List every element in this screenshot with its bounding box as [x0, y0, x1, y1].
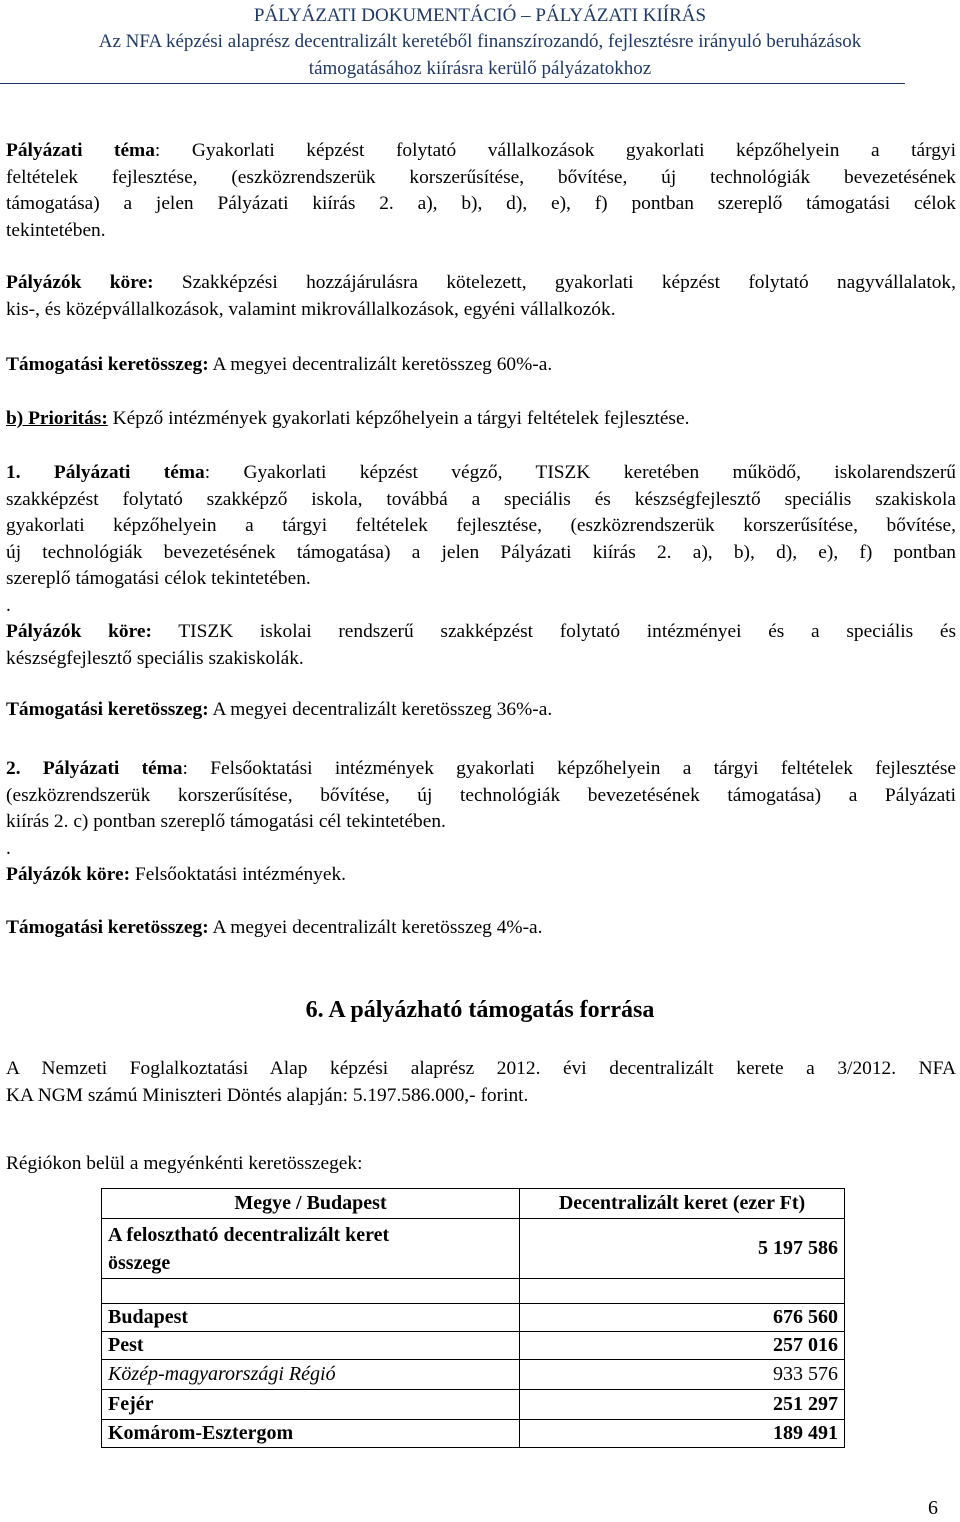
row-name: Komárom-Esztergom: [102, 1420, 520, 1448]
table-header-row: [102, 1189, 845, 1219]
table-spacer-row: [102, 1279, 845, 1304]
topic-2-paragraph: 2. Pályázati téma: Felsőoktatási intézmények gyakorlati képzőhelyein a tárgyi feltételek fejlesztése (eszközrendszerük korszerűsítése, bővítése, új technológiák bevezetésének támogatása) a Pályázati kiírás 2. c) pontban szereplő támogatási cél tekintetében. .: [6, 758, 956, 859]
budget-2-paragraph: Támogatási keretösszeg: A megyei decentralizált keretösszeg 4%-a.: [6, 917, 543, 938]
topic-1-label: 1. Pályázati téma: [6, 462, 205, 483]
applicants-1-paragraph: Pályázók köre: TISZK iskolai rendszerű szakképzést folytató intézményei és a speciális és készségfejlesztő speciális szakiskolák.: [6, 621, 956, 669]
regions-intro: Régiókon belül a megyénkénti keretösszegek:: [6, 1153, 363, 1174]
topic-a-paragraph: Pályázati téma: Gyakorlati képzést folytató vállalkozások gyakorlati képzőhelyein a tárgyi feltételek fejlesztése, (eszközrendszerük korszerűsítése, bővítése, új technológiák bevezetésének támogatása) a jelen Pályázati kiírás 2. a), b), d), e), f) pontban szereplő támogatási célok tekintetében.: [6, 140, 956, 241]
header-title: PÁLYÁZATI DOKUMENTÁCIÓ – PÁLYÁZATI KIÍRÁS: [253, 5, 707, 26]
priority-b-paragraph: b) Prioritás: Képző intézmények gyakorlati képzőhelyein a tárgyi feltételek fejlesztése.: [6, 408, 690, 429]
col-header-county: Megye / Budapest: [102, 1189, 520, 1219]
row-value: 251 297: [520, 1390, 845, 1420]
row-name: Budapest: [102, 1304, 520, 1332]
budget-1-paragraph: Támogatási keretösszeg: A megyei decentralizált keretösszeg 36%-a.: [6, 699, 553, 720]
budget-a-label: Támogatási keretösszeg:: [6, 354, 209, 375]
row-value: 257 016: [520, 1332, 845, 1360]
topic-1-paragraph: 1. Pályázati téma: Gyakorlati képzést végző, TISZK keretében működő, iskolarendszerű szakképzést folytató szakképző iskola, továbbá a speciális és készségfejlesztő speciális szakiskola gyakorlati képzőhelyein a tárgyi feltételek fejlesztése, (eszközrendszerük korszerűsítése, bővítése, új technológiák bevezetésének támogatása) a jelen Pályázati kiírás 2. a), b), d), e), f) pontban szereplő támogatási célok tekintetében. .: [6, 462, 956, 616]
applicants-2-paragraph: Pályázók köre: Felsőoktatási intézmények.: [6, 864, 347, 885]
row-value: 676 560: [520, 1304, 845, 1332]
applicants-a-paragraph: Pályázók köre: Szakképzési hozzájárulásra kötelezett, gyakorlati képzést folytató nagyvállalatok, kis-, és középvállalkozások, valamint mikrovállalkozások, egyéni vállalkozók.: [6, 272, 956, 320]
header-subtitle-2: támogatásához kiírásra kerülő pályázatokhoz: [308, 58, 652, 79]
section-6-paragraph: A Nemzeti Foglalkoztatási Alap képzési alaprész 2012. évi decentralizált kerete a 3/2012. NFA KA NGM számú Miniszteri Döntés alapján: 5.197.586.000,- forint.: [6, 1058, 956, 1106]
budget-2-label: Támogatási keretösszeg:: [6, 917, 209, 938]
header-subtitle: Az NFA képzési alaprész decentralizált keretéből finanszírozandó, fejlesztésre irányuló beruházások: [98, 31, 862, 52]
row-name: Pest: [102, 1332, 520, 1360]
total-label: A felosztható decentralizált keret összege: [102, 1219, 520, 1279]
priority-b-label: b) Prioritás:: [6, 408, 108, 429]
page-number: 6: [928, 1497, 938, 1519]
row-value: 189 491: [520, 1420, 845, 1448]
budget-a-paragraph: Támogatási keretösszeg: A megyei decentralizált keretösszeg 60%-a.: [6, 354, 553, 375]
applicants-1-label: Pályázók köre:: [6, 621, 152, 642]
row-name: Fejér: [102, 1390, 520, 1420]
applicants-2-label: Pályázók köre:: [6, 864, 131, 885]
table-row: [102, 1390, 845, 1420]
row-value: 933 576: [520, 1360, 845, 1390]
table-row: [102, 1360, 845, 1390]
col-header-budget: Decentralizált keret (ezer Ft): [520, 1189, 845, 1219]
table-row: [102, 1420, 845, 1448]
section-6-title: 6. A pályázható támogatás forrása: [305, 997, 655, 1023]
header-rule: [0, 83, 905, 84]
total-value: 5 197 586: [520, 1219, 845, 1279]
applicants-a-label: Pályázók köre:: [6, 272, 154, 293]
table-row: [102, 1332, 845, 1360]
row-name: Közép-magyarországi Régió: [102, 1360, 520, 1390]
topic-a-label: Pályázati téma: [6, 140, 155, 161]
table-row: [102, 1304, 845, 1332]
topic-2-label: 2. Pályázati téma: [6, 758, 183, 779]
budget-table: [101, 1188, 845, 1448]
budget-1-label: Támogatási keretösszeg:: [6, 699, 209, 720]
table-total-row: [102, 1219, 845, 1279]
